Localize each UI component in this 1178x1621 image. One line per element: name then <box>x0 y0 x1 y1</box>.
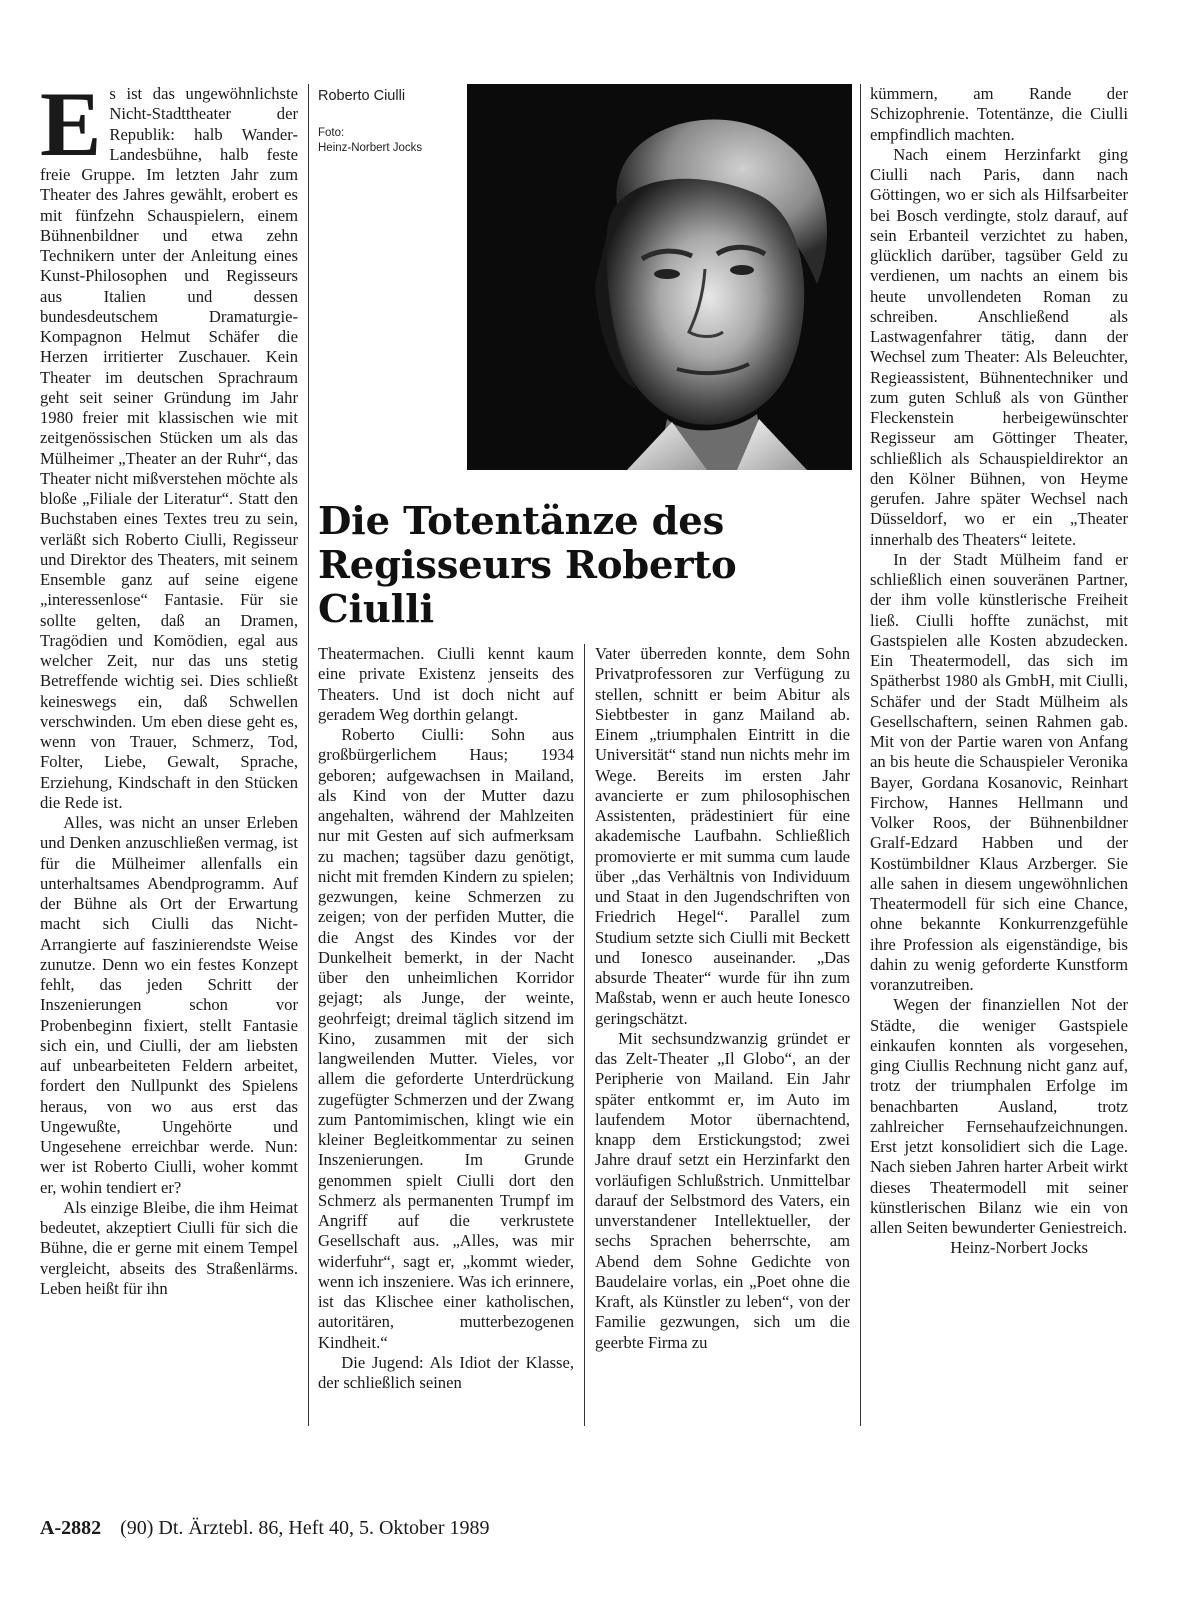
paragraph: Roberto Ciulli: Sohn aus großbürgerlichem Haus; 1934 geboren; aufgewachsen in Mailand, als Kind von der Mutter dazu angehalten, während der Mahlzeiten nur mit Gesten auf sich aufmerksam zu machen; tagsüber dazu genötigt, nicht mit fremden Kindern zu spielen; gezwungen, keine Schmerzen zu zeigen; von der perfiden Mutter, die die Angst des Kindes vor der Dunkelheit bemerkt, in der Nacht über den unheimlichen Korridor gejagt; als Junge, der weinte, geohrfeigt; dreimal täglich sitzend im Kino, zusammen mit der sich langweilenden Mutter. Vieles, vor allem die geforderte Unterdrückung zugefügter Schmerzen und der Zwang zum Pantomimischen, klingt wie ein kleiner Begleitkommentar zu seinen Inszenierungen. Im Grunde genommen spielt Ciulli dort den Schmerz als permanenten Trumpf im Angriff auf die verkrustete Gesellschaft aus. „Alles, was mir widerfuhr“, sagt er, „kommt wieder, wenn ich inszeniere. Was ich erinnere, ist das Klischee einer katholischen, autoritären, mutterbezogenen Kindheit.“ <box>318 725 574 1352</box>
caption-name: Roberto Ciulli <box>318 88 406 104</box>
paragraph: s ist das ungewöhnlichste Nicht-Stadttheater der Republik: halb Wander-Landesbühne, halb feste freie Gruppe. Im letzten Jahr zum Theater des Jahres gewählt, erobert es mit fünfzehn Schauspielern, einem Bühnenbildner und etwa zehn Technikern unter der Anleitung eines Kunst-Philosophen und Regisseurs aus Italien und dessen bundesdeutschem Dramaturgie-Kompagnon Helmut Schäfer die Herzen irritierter Zuschauer. Kein Theater im deutschen Sprachraum geht seit seiner Gründung im Jahr 1980 freier mit klassischen wie mit zeitgenössischen Stücken um als das Mülheimer „Theater an der Ruhr“, das Theater nicht mißverstehen möchte als bloße „Filiale der Literatur“. Statt den Buchstaben eines Textes treu zu sein, verläßt sich Roberto Ciulli, Regisseur und Direktor des Theaters, mit seinem Ensemble ganz auf seine eigene „interessenlose“ Fantasie. Für sie sollte gelten, daß an Dramen, Tragödien und Komödien, egal aus welcher Zeit, nur das uns stetig Betreffende wichtig sei. Dies schließt keineswegs ein, daß Schwellen verschwinden. Um eben diese geht es, wenn von Trauer, Schmerz, Tod, Folter, Liebe, Gewalt, Sprache, Erziehung, Kindschaft in den Stücken die Rede ist. <box>40 84 298 812</box>
author-signature: Heinz-Norbert Jocks <box>950 1238 1088 1258</box>
portrait-photo <box>467 84 852 470</box>
page-number: A-2882 <box>40 1517 102 1539</box>
photo-caption <box>318 88 454 156</box>
journal-citation: (90) Dt. Ärztebl. 86, Heft 40, 5. Oktober 1989 <box>120 1517 490 1539</box>
headline-line-1: Die Totentänze des <box>318 499 725 544</box>
article-headline <box>318 500 858 632</box>
paragraph: Die Jugend: Als Idiot der Klasse, der schließlich seinen <box>318 1352 574 1392</box>
portrait-illustration <box>467 84 852 470</box>
article-column-4 <box>870 84 1128 1259</box>
paragraph: In der Stadt Mülheim fand er schließlich einen souveränen Partner, der ihm volle künstlerische Freiheit ließ. Ciulli hoffte zunächst, mit Gastspielen alle Kosten abzudecken. Ein Theatermodell, das sich im Spätherbst 1980 als GmbH, mit Ciulli, Schäfer und der Stadt Mülheim als Gesellschaftern, seinen Rahmen gab. Mit von der Partie waren von Anfang an bis heute die Schauspieler Veronika Bayer, Gordana Kosanovic, Reinhart Firchow, Hannes Hellmann und Volker Roos, der Bühnenbildner Gralf-Edzard Habben und der Kostümbildner Klaus Arzberger. Sie alle sahen in diesem ungewöhnlichen Theatermodell für sich eine Chance, ohne bekannte Konkurrenzgefühle ihre Profession als eigenständige, bis dahin zu wenig geforderte Kunstform voranzutreiben. <box>870 549 1128 994</box>
paragraph: kümmern, am Rande der Schizophrenie. Totentänze, die Ciulli empfindlich machten. <box>870 84 1128 144</box>
paragraph: Theatermachen. Ciulli kennt kaum eine private Existenz jenseits des Theaters. Und ist doch nicht auf geradem Weg dorthin gelangt. <box>318 644 574 724</box>
photo-credit-name: Heinz-Norbert Jocks <box>318 142 423 154</box>
paragraph: Vater überreden konnte, dem Sohn Privatprofessoren zur Verfügung zu stellen, schnitt er beim Abitur als Siebtbester in ganz Mailand ab. Einem „triumphalen Eintritt in die Universität“ stand nun nichts mehr im Wege. Bereits im ersten Jahr avancierte er zum philosophischen Assistenten, prädestiniert für eine akademische Laufbahn. Schließlich promovierte er mit summa cum laude über „das Verhältnis von Individuum und Staat in den Jugendschriften von Friedrich Hegel“. Parallel zum Studium setzte sich Ciulli mit Beckett und Ionesco auseinander. „Das absurde Theater“ wurde für ihn zum Maßstab, wenn er auch heute Ionesco geringschätzt. <box>595 644 850 1028</box>
article-column-2 <box>318 644 574 1393</box>
article-column-3 <box>595 644 850 1353</box>
drop-cap: E <box>40 73 102 175</box>
paragraph: Mit sechsundzwanzig gründet er das Zelt-Theater „Il Globo“, an der Peripherie von Mailand. Ein Jahr später entkommt er, im Auto im laufendem Motor übernachtend, knapp dem Erstickungstod; zwei Jahre drauf setzt ein Herzinfarkt den vorläufigen Schlußstrich. Unmittelbar darauf der Selbstmord des Vaters, ein unverstandener Intellektueller, der sechs Sprachen beherrschte, am Abend dem Sohne Gedichte von Baudelaire vorlas, ein „Poet ohne die Kraft, als Künstler zu leben“, von der Familie gezwungen, sich um die geerbte Firma zu <box>595 1028 850 1352</box>
photo-credit-label: Foto: <box>318 127 345 139</box>
paragraph: Wegen der finanziellen Not der Städte, die weniger Gastspiele einkaufen konnten als vorgesehen, ging Ciullis Rechnung nicht ganz auf, trotz der triumphalen Erfolge im benachbarten Ausland, trotz zahlreicher Fernsehaufzeichnungen. Erst jetzt konsolidiert sich die Lage. Nach sieben Jahren harter Arbeit wirkt dieses Theatermodell mit seiner künstlerischen Bilanz wie ein von allen Seiten bewunderter Geniestreich. <box>870 995 1128 1237</box>
page-footer <box>40 1517 489 1540</box>
paragraph: Nach einem Herzinfarkt ging Ciulli nach Paris, dann nach Göttingen, wo er sich als Hilfsarbeiter bei Bosch verdingte, stolz darauf, auf sein Erbanteil verzichtet zu haben, glücklich darüber, tagsüber Geld zu verdienen, um nachts an einem bis heute unvollendeten Roman zu schreiben. Anschließend als Lastwagenfahrer tätig, dann der Wechsel zum Theater: Als Beleuchter, Regieassistent, Bühnentechniker und zum guten Schluß als von Günther Fleckenstein herbeigewünschter Regisseur am Göttinger Theater, schließlich als Schauspieldirektor an den Kölner Bühnen, von Heyme gerufen. Jahre später Wechsel nach Düsseldorf, wo er ein „Theater innerhalb des Theaters“ leitete. <box>870 144 1128 549</box>
column-divider <box>584 644 585 1426</box>
paragraph: Alles, was nicht an unser Erleben und Denken anzuschließen vermag, ist für die Mülheimer allenfalls ein unterhaltsames Abendprogramm. Auf der Bühne als Ort der Erwartung macht sich Ciulli das Nicht-Arrangierte auf faszinierendste Weise zunutze. Denn wo ein festes Konzept fehlt, das jeden Schritt der Inszenierungen schon vor Probenbeginn fixiert, stellt Fantasie sich ein, und Ciulli, der am liebsten auf unbearbeiteten Feldern arbeitet, fordert den Nullpunkt des Spielens heraus, von wo aus erst das Ungewußte, Ungehörte und Ungesehene erreichbar werde. Nun: wer ist Roberto Ciulli, woher kommt er, wohin tendiert er? <box>40 813 298 1197</box>
column-divider <box>860 84 861 1426</box>
column-divider <box>308 84 309 1426</box>
paragraph: Als einzige Bleibe, die ihm Heimat bedeutet, akzeptiert Ciulli für sich die Bühne, die er gerne mit einem Tempel vergleicht, abseits des Straßenlärms. Leben heißt für ihn <box>40 1197 298 1298</box>
headline-line-2: Regisseurs Roberto Ciulli <box>318 543 737 632</box>
article-column-1 <box>40 73 298 1299</box>
